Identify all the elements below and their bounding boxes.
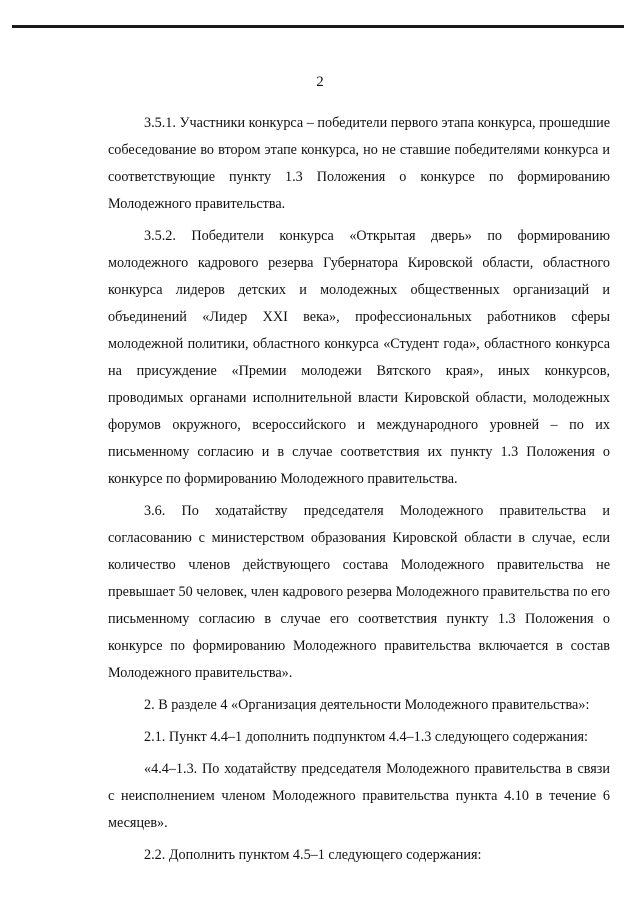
page-number: 2	[316, 74, 324, 90]
header-rule	[12, 25, 624, 28]
paragraph-3-5-2: 3.5.2. Победители конкурса «Открытая дверь» по формированию молодежного кадрового резерва Губернатора Кировской области, областного конкурса лидеров детских и молодежных общественных организаций и объединений «Лидер XXI века», профессиональных работников сферы молодежной политики, областного конкурса «Студент года», областного конкурса на присуждение «Премии молодежи Вятского края», иных конкурсов, проводимых органами исполнительной власти Кировской области, молодежных форумов окружного, всероссийского и международного уровней – по их письменному согласию и в случае соответствия их пункту 1.3 Положения о конкурсе по формированию Молодежного правительства.	[108, 228, 610, 487]
document-body	[108, 110, 610, 874]
paragraph-2: 2. В разделе 4 «Организация деятельности Молодежного правительства»:	[144, 697, 590, 713]
paragraph-2-2: 2.2. Дополнить пунктом 4.5–1 следующего содержания:	[144, 847, 482, 863]
paragraph-4-4-1-3: «4.4–1.3. По ходатайству председателя Молодежного правительства в связи с неисполнением членом Молодежного правительства пункта 4.10 в течение 6 месяцев».	[108, 761, 610, 831]
paragraph-3-5-1: 3.5.1. Участники конкурса – победители первого этапа конкурса, прошедшие собеседование во втором этапе конкурса, но не ставшие победителями конкурса и соответствующие пункту 1.3 Положения о конкурсе по формированию Молодежного правительства.	[108, 115, 610, 212]
paragraph-2-1: 2.1. Пункт 4.4–1 дополнить подпунктом 4.4–1.3 следующего содержания:	[144, 729, 588, 745]
paragraph-3-6: 3.6. По ходатайству председателя Молодежного правительства и согласованию с министерством образования Кировской области в случае, если количество членов действующего состава Молодежного правительства не превышает 50 человек, член кадрового резерва Молодежного правительства по его письменному согласию в случае его соответствия пункту 1.3 Положения о конкурсе по формированию Молодежного правительства включается в состав Молодежного правительства».	[108, 503, 610, 681]
